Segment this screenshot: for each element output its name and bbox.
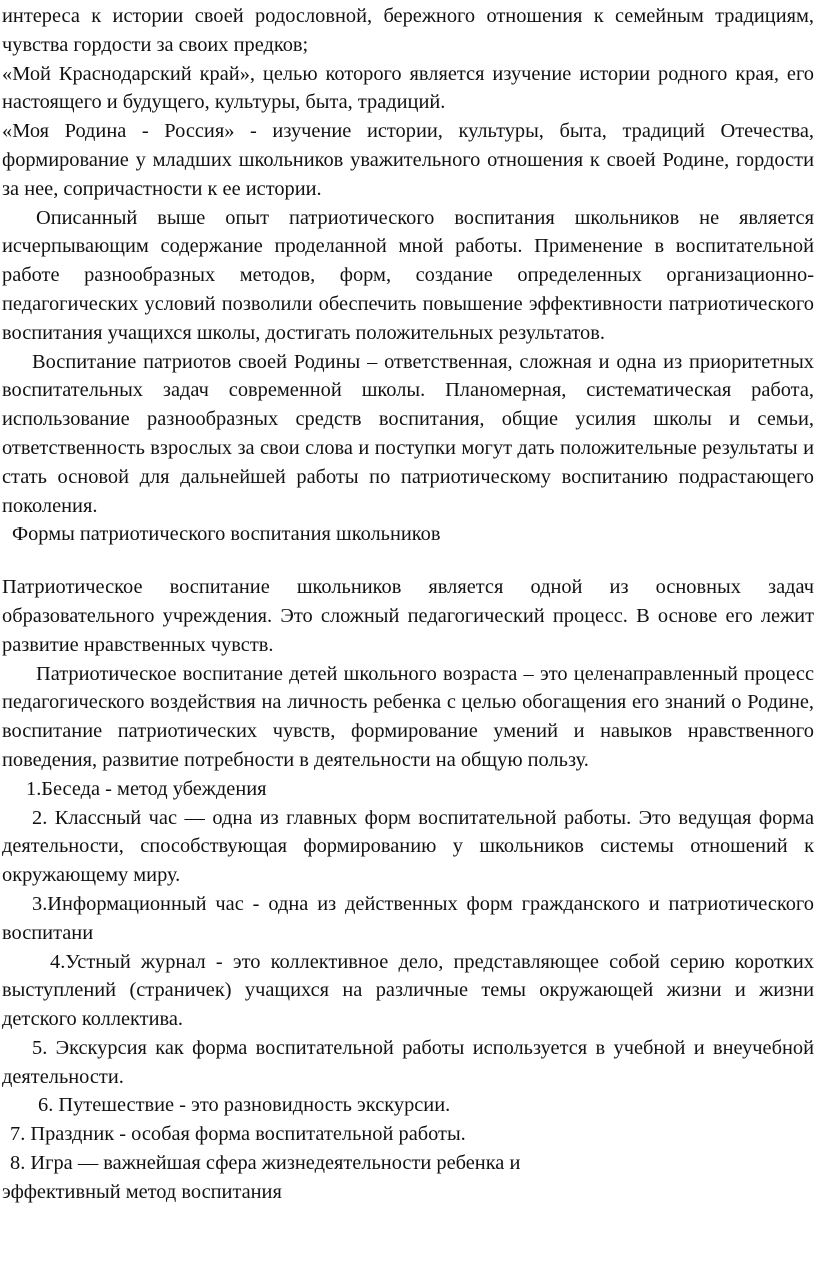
list-item: 2. Классный час — одна из главных форм воспитательной работы. Это ведущая форма деятельности, способствующая формированию у школьников системы отношений к окружающему миру.	[2, 806, 814, 887]
paragraph-experience-summary: Описанный выше опыт патриотического воспитания школьников не является исчерпывающим содержание проделанной мной работы. Применение в воспитательной работе разнообразных методов, форм, создание определенных организационно-педагогических условий позволили обеспечить повышение эффективности патриотического воспитания учащихся школы, достигать положительных результатов.	[2, 206, 814, 344]
list-item: 5. Экскурсия как форма воспитательной работы используется в учебной и внеучебной деятельности.	[2, 1036, 814, 1088]
section-heading: Формы патриотического воспитания школьников	[12, 523, 441, 546]
list-item: 4.Устный журнал - это коллективное дело, представляющее собой серию коротких выступлений (страничек) учащихся на различные темы окружающей жизни и жизни детского коллектива.	[2, 950, 814, 1031]
paragraph-homeland-russia: «Моя Родина - Россия» - изучение истории, культуры, быта, традиций Отечества, формирование у младших школьников уважительного отношения к своей Родине, гордости за нее, сопричастности к ее истории.	[2, 120, 814, 200]
list-item: 1.Беседа - метод убеждения	[26, 777, 267, 800]
list-item: 6. Путешествие - это разновидность экскурсии.	[38, 1094, 451, 1117]
paragraph-patriot-education: Воспитание патриотов своей Родины – ответственная, сложная и одна из приоритетных воспитательных задач современной школы. Планомерная, систематическая работа, использование разнообразных средств воспитания, общие усилия школы и семьи, ответственность взрослых за свои слова и поступки могут дать положительные результаты и стать основой для дальнейшей работы по патриотическому воспитанию подрастающего поколения.	[2, 350, 814, 517]
paragraph-family-traditions: интереса к истории своей родословной, бережного отношения к семейным традициям, чувства гордости за своих предков;	[2, 5, 814, 56]
spacer	[2, 549, 814, 573]
list-item: 7. Праздник - особая форма воспитательной работы.	[10, 1123, 466, 1146]
paragraph-main-task: Патриотическое воспитание школьников является одной из основных задач образовательного учреждения. Это сложный педагогический процесс. В основе его лежит развитие нравственных чувств.	[2, 576, 814, 656]
list-item-continuation: эффективный метод воспитания	[2, 1180, 282, 1203]
list-item: 3.Информационный час - одна из действенных форм гражданского и патриотического воспитани	[2, 892, 814, 944]
list-item: 8. Игра — важнейшая сфера жизнедеятельности ребенка и	[10, 1152, 521, 1175]
paragraph-krasnodar-region: «Мой Краснодарский край», целью которого является изучение истории родного края, его настоящего и будущего, культуры, быта, традиций.	[2, 62, 814, 114]
paragraph-definition: Патриотическое воспитание детей школьного возраста – это целенаправленный процесс педагогического воздействия на личность ребенка с целью обогащения его знаний о Родине, воспитание патриотических чувств, формирование умений и навыков нравственного поведения, развитие потребности в деятельности на общую пользу.	[2, 662, 814, 771]
